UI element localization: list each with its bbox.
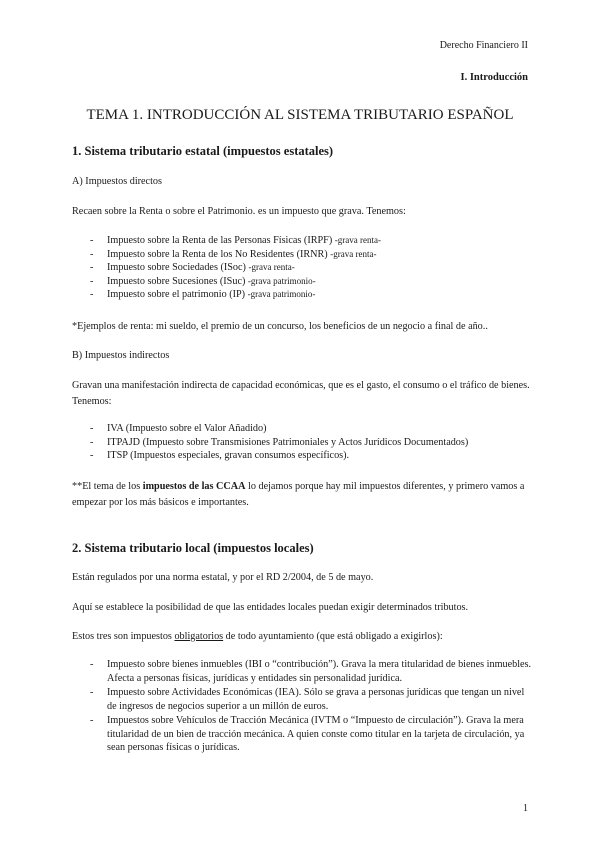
heading-section-1: 1. Sistema tributario estatal (impuestos estatales) <box>72 144 334 158</box>
list-item: - ITPAJD (Impuesto sobre Transmisiones Patrimoniales y Actos Jurídicos Documentados) <box>90 436 469 448</box>
local-taxes-list <box>72 658 532 755</box>
running-header: Derecho Financiero II <box>439 40 528 51</box>
list-item: - ITSP (Impuestos especiales, gravan consumos específicos). <box>90 450 350 461</box>
page-title: TEMA 1. INTRODUCCIÓN AL SISTEMA TRIBUTARIO ESPAÑOL <box>86 107 514 123</box>
local-entities-text: Aquí se establece la posibilidad de que las entidades locales puedan exigir determinados tributos. <box>72 602 469 613</box>
mandatory-taxes-intro: Estos tres son impuestos obligatorios de todo ayuntamiento (que está obligado a exigirlos): <box>72 631 443 642</box>
renta-examples-note: *Ejemplos de renta: mi sueldo, el premio de un concurso, los beneficios de un negocio a final de año.. <box>72 321 488 332</box>
list-item: - Impuesto sobre Sociedades (ISoc) -grava renta- <box>90 262 295 273</box>
ccaa-note: **El tema de los impuestos de las CCAA lo dejamos porque hay mil impuestos diferentes, y primero vamos a empezar por los más básicos e importantes. <box>72 481 525 508</box>
direct-taxes-intro: Recaen sobre la Renta o sobre el Patrimonio. es un impuesto que grava. Tenemos: <box>72 206 406 217</box>
page-number: 1 <box>523 803 528 814</box>
direct-taxes-list <box>72 234 532 302</box>
list-item: - Impuesto sobre Sucesiones (ISuc) -grava patrimonio- <box>90 275 316 287</box>
subheading-direct-taxes: A) Impuestos directos <box>72 176 162 187</box>
ccaa-emphasis: impuestos de las CCAA <box>142 481 246 492</box>
list-item: - Impuesto sobre la Renta de las Personas Físicas (IRPF) -grava renta- <box>90 235 381 246</box>
heading-section-2: 2. Sistema tributario local (impuestos locales) <box>72 541 314 555</box>
indirect-taxes-list <box>72 422 532 463</box>
list-item: - IVA (Impuesto sobre el Valor Añadido) <box>90 423 267 434</box>
list-item: - Impuesto sobre el patrimonio (IP) -grava patrimonio- <box>90 289 316 300</box>
section-label: I. Introducción <box>460 72 528 83</box>
indirect-taxes-intro: Gravan una manifestación indirecta de capacidad económicas, que es el gasto, el consumo o el tráfico de bienes. Tenemos: <box>72 380 530 407</box>
list-item: - Impuesto sobre bienes inmuebles (IBI o “contribución”). Grava la mera titularidad de bienes inmuebles. Afecta a personas físicas, jurídicas y entidades sin personalidad jurídica. <box>90 659 532 684</box>
list-item: - Impuesto sobre Actividades Económicas (IEA). Sólo se grava a personas jurídicas que tengan un nivel de ingresos de negocios superior a un millón de euros. <box>90 687 525 712</box>
list-item: - Impuesto sobre la Renta de los No Residentes (IRNR) -grava renta- <box>90 248 377 260</box>
list-item: - Impuestos sobre Vehículos de Tracción Mecánica (IVTM o “Impuesto de circulación”). Grava la mera titularidad de un bien de tracción mecánica. A quien conste como titular en la tarjeta de circulación, ya sean personas físicas o jurídicas. <box>90 715 525 753</box>
subheading-indirect-taxes: B) Impuestos indirectos <box>72 350 170 361</box>
local-regulation-text: Están regulados por una norma estatal, y por el RD 2/2004, de 5 de mayo. <box>72 572 374 583</box>
obligatorios-underlined: obligatorios <box>174 631 224 642</box>
